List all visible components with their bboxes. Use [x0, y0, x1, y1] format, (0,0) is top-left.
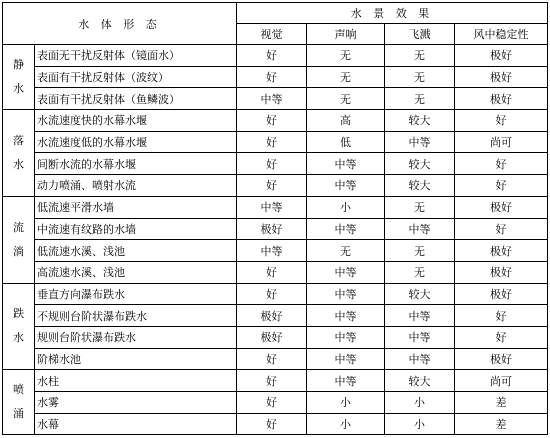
header-col-wind-stability: 风中稳定性: [455, 24, 548, 45]
table-row: [3, 413, 548, 435]
table-row: [3, 66, 548, 88]
group-label-char: 落: [13, 133, 24, 147]
sound-cell: 无: [307, 88, 385, 110]
group-label: [3, 45, 35, 110]
splash-cell: 中等: [385, 348, 455, 370]
splash-cell: 较大: [385, 370, 455, 392]
visual-cell: 好: [237, 45, 307, 67]
splash-cell: 无: [385, 66, 455, 88]
water-form-cell: 不规则台阶状瀑布跌水: [35, 305, 237, 327]
splash-cell: 小: [385, 413, 455, 435]
sound-cell: 中等: [307, 153, 385, 175]
wind-stability-cell: 极好: [455, 240, 548, 262]
visual-cell: 好: [237, 131, 307, 153]
visual-cell: 中等: [237, 240, 307, 262]
splash-cell: 中等: [385, 131, 455, 153]
visual-cell: 好: [237, 370, 307, 392]
group-label-char: 淌: [13, 244, 24, 258]
visual-cell: 极好: [237, 305, 307, 327]
wind-stability-cell: 好: [455, 175, 548, 197]
wind-stability-cell: 极好: [455, 88, 548, 110]
visual-cell: 好: [237, 175, 307, 197]
splash-cell: 无: [385, 196, 455, 218]
water-form-cell: 表面有干扰反射体（波纹）: [35, 66, 237, 88]
group-label-char: 水: [13, 331, 24, 345]
table-row: [3, 88, 548, 110]
table-row: [3, 45, 548, 67]
table-row: [3, 370, 548, 392]
water-form-cell: 规则台阶状瀑布跌水: [35, 326, 237, 348]
table-body: [3, 45, 548, 435]
wind-stability-cell: 极好: [455, 283, 548, 305]
visual-cell: 中等: [237, 88, 307, 110]
splash-cell: 较大: [385, 110, 455, 132]
group-label-char: 跌: [13, 307, 24, 321]
wind-stability-cell: 差: [455, 413, 548, 435]
wind-stability-cell: 极好: [455, 45, 548, 67]
water-form-cell: 垂直方向瀑布跌水: [35, 283, 237, 305]
splash-cell: 中等: [385, 218, 455, 240]
wind-stability-cell: 好: [455, 218, 548, 240]
header-col-sound: 声响: [307, 24, 385, 45]
group-label-char: 水: [13, 82, 24, 96]
visual-cell: 极好: [237, 326, 307, 348]
splash-cell: 中等: [385, 326, 455, 348]
table-row: [3, 110, 548, 132]
wind-stability-cell: 尚可: [455, 131, 548, 153]
table-row: [3, 153, 548, 175]
sound-cell: 小: [307, 413, 385, 435]
water-form-cell: 水雾: [35, 392, 237, 414]
sound-cell: 中等: [307, 175, 385, 197]
water-form-cell: 表面无干扰反射体（镜面水）: [35, 45, 237, 67]
visual-cell: 好: [237, 153, 307, 175]
sound-cell: 中等: [307, 348, 385, 370]
group-label: [3, 283, 35, 370]
header-col-splash: 飞溅: [385, 24, 455, 45]
table-row: [3, 305, 548, 327]
water-form-cell: 水流速度低的水幕水堰: [35, 131, 237, 153]
group-label: [3, 110, 35, 197]
group-label: [3, 196, 35, 283]
table-row: [3, 175, 548, 197]
table-row: [3, 283, 548, 305]
visual-cell: 好: [237, 66, 307, 88]
water-form-cell: 间断水流的水幕水堰: [35, 153, 237, 175]
splash-cell: 无: [385, 45, 455, 67]
sound-cell: 中等: [307, 326, 385, 348]
splash-cell: 较大: [385, 153, 455, 175]
visual-cell: 好: [237, 261, 307, 283]
water-form-cell: 中流速有纹路的水墙: [35, 218, 237, 240]
water-form-cell: 水流速度快的水幕水堰: [35, 110, 237, 132]
table-row: [3, 326, 548, 348]
wind-stability-cell: 差: [455, 392, 548, 414]
wind-stability-cell: 好: [455, 305, 548, 327]
water-form-cell: 低流速平滑水墙: [35, 196, 237, 218]
water-form-cell: 动力喷涌、喷射水流: [35, 175, 237, 197]
group-label-char: 涌: [13, 407, 24, 421]
wind-stability-cell: 极好: [455, 348, 548, 370]
table-row: [3, 261, 548, 283]
header-col-visual: 视觉: [237, 24, 307, 45]
visual-cell: 好: [237, 348, 307, 370]
sound-cell: 中等: [307, 305, 385, 327]
splash-cell: 无: [385, 240, 455, 262]
table-row: [3, 196, 548, 218]
wind-stability-cell: 好: [455, 326, 548, 348]
water-form-cell: 水柱: [35, 370, 237, 392]
sound-cell: 中等: [307, 283, 385, 305]
table-row: [3, 131, 548, 153]
water-form-cell: 阶梯水池: [35, 348, 237, 370]
splash-cell: 小: [385, 392, 455, 414]
visual-cell: 极好: [237, 218, 307, 240]
sound-cell: 中等: [307, 218, 385, 240]
water-feature-table: [2, 2, 548, 435]
wind-stability-cell: 尚可: [455, 370, 548, 392]
splash-cell: 中等: [385, 305, 455, 327]
group-label-char: 流: [13, 220, 24, 234]
water-form-cell: 水幕: [35, 413, 237, 435]
visual-cell: 好: [237, 413, 307, 435]
wind-stability-cell: 极好: [455, 196, 548, 218]
sound-cell: 无: [307, 45, 385, 67]
splash-cell: 较大: [385, 175, 455, 197]
group-label-char: 水: [13, 157, 24, 171]
sound-cell: 中等: [307, 261, 385, 283]
sound-cell: 小: [307, 392, 385, 414]
sound-cell: 无: [307, 66, 385, 88]
splash-cell: 较大: [385, 283, 455, 305]
splash-cell: 无: [385, 261, 455, 283]
splash-cell: 无: [385, 88, 455, 110]
sound-cell: 中等: [307, 370, 385, 392]
table-row: [3, 218, 548, 240]
wind-stability-cell: 极好: [455, 66, 548, 88]
water-form-cell: 低流速水溪、浅池: [35, 240, 237, 262]
header-water-form: 水 体 形 态: [3, 3, 237, 45]
table-row: [3, 392, 548, 414]
visual-cell: 好: [237, 392, 307, 414]
group-label-char: 静: [13, 58, 24, 72]
table-row: [3, 348, 548, 370]
visual-cell: 好: [237, 283, 307, 305]
visual-cell: 好: [237, 110, 307, 132]
wind-stability-cell: 好: [455, 153, 548, 175]
sound-cell: 低: [307, 131, 385, 153]
wind-stability-cell: 极好: [455, 261, 548, 283]
table-row: [3, 240, 548, 262]
sound-cell: 小: [307, 196, 385, 218]
water-form-cell: 表面有干扰反射体（鱼鳞波）: [35, 88, 237, 110]
group-label: [3, 370, 35, 435]
group-label-char: 喷: [13, 383, 24, 397]
water-form-cell: 高流速水溪、浅池: [35, 261, 237, 283]
sound-cell: 无: [307, 240, 385, 262]
sound-cell: 高: [307, 110, 385, 132]
visual-cell: 中等: [237, 196, 307, 218]
header-water-effect: 水 景 效 果: [237, 3, 548, 24]
wind-stability-cell: 好: [455, 110, 548, 132]
